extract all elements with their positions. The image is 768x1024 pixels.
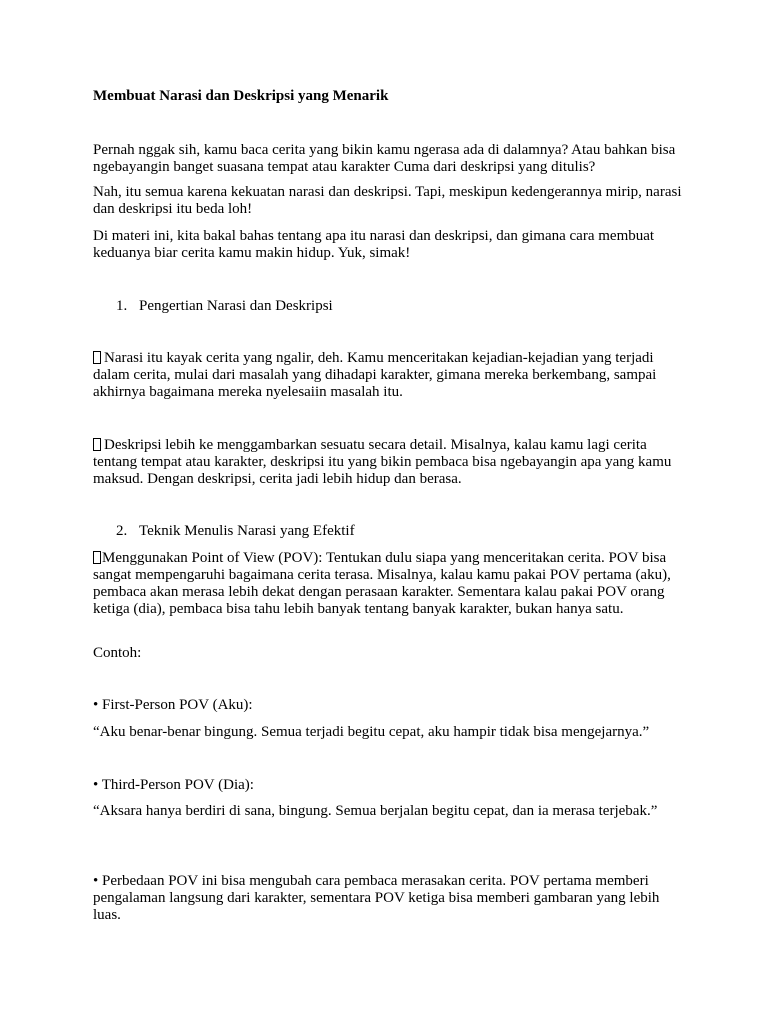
missing-glyph-icon [93, 351, 101, 364]
contoh-label: Contoh: [93, 645, 142, 661]
narasi-text: Narasi itu kayak cerita yang ngalir, deh. Kamu menceritakan kejadian-kejadian yang terjadi dalam cerita, mulai dari masalah yang dihadapi karakter, gimana mereka berkembang, sampai akhirnya bagaimana mereka nyelesaiin masalah itu. [93, 350, 657, 400]
first-person-example: “Aku benar-benar bingung. Semua terjadi begitu cepat, aku hampir tidak bisa mengejarnya.” [93, 724, 650, 740]
pov-paragraph [93, 550, 683, 618]
third-person-label: • Third-Person POV (Dia): [93, 777, 254, 793]
intro-paragraph-1: Pernah nggak sih, kamu baca cerita yang bikin kamu ngerasa ada di dalamnya? Atau bahkan bisa ngebayangin banget suasana tempat atau karakter Cuma dari deskripsi yang ditulis? [93, 142, 676, 175]
intro-paragraph-2: Nah, itu semua karena kekuatan narasi dan deskripsi. Tapi, meskipun kedengerannya mirip, narasi dan deskripsi itu beda loh! [93, 184, 682, 217]
document-title: Membuat Narasi dan Deskripsi yang Menarik [93, 88, 389, 104]
section-number: 1. [116, 298, 128, 314]
section-heading-text: Teknik Menulis Narasi yang Efektif [139, 523, 355, 539]
deskripsi-paragraph [93, 437, 683, 488]
intro-paragraph-3: Di materi ini, kita bakal bahas tentang apa itu narasi dan deskripsi, dan gimana cara membuat keduanya biar cerita kamu makin hidup. Yuk, simak! [93, 228, 655, 261]
narasi-paragraph [93, 350, 683, 401]
section-heading-text: Pengertian Narasi dan Deskripsi [139, 298, 333, 314]
third-person-example: “Aksara hanya berdiri di sana, bingung. Semua berjalan begitu cepat, dan ia merasa terjebak.” [93, 803, 658, 819]
section-number: 2. [116, 523, 128, 539]
deskripsi-text: Deskripsi lebih ke menggambarkan sesuatu secara detail. Misalnya, kalau kamu lagi cerita tentang tempat atau karakter, deskripsi itu yang bikin pembaca bisa ngebayangin apa yang kamu maksud. Dengan deskripsi, cerita jadi lebih hidup dan berasa. [93, 437, 672, 487]
missing-glyph-icon [93, 438, 101, 451]
section-heading-1 [116, 298, 333, 315]
missing-glyph-icon [93, 551, 101, 564]
section-heading-2 [116, 523, 355, 540]
first-person-label: • First-Person POV (Aku): [93, 697, 253, 713]
pov-difference-paragraph: • Perbedaan POV ini bisa mengubah cara pembaca merasakan cerita. POV pertama memberi pengalaman langsung dari karakter, sementara POV ketiga bisa memberi gambaran yang lebih luas. [93, 873, 660, 923]
pov-text: Menggunakan Point of View (POV): Tentukan dulu siapa yang menceritakan cerita. POV bisa sangat mempengaruhi bagaimana cerita terasa. Misalnya, kalau kamu pakai POV pertama (aku), pembaca akan merasa lebih dekat dengan perasaan karakter. Sementara kalau pakai POV orang ketiga (dia), pembaca bisa tahu lebih banyak tentang banyak karakter, bukan hanya satu. [93, 550, 671, 617]
